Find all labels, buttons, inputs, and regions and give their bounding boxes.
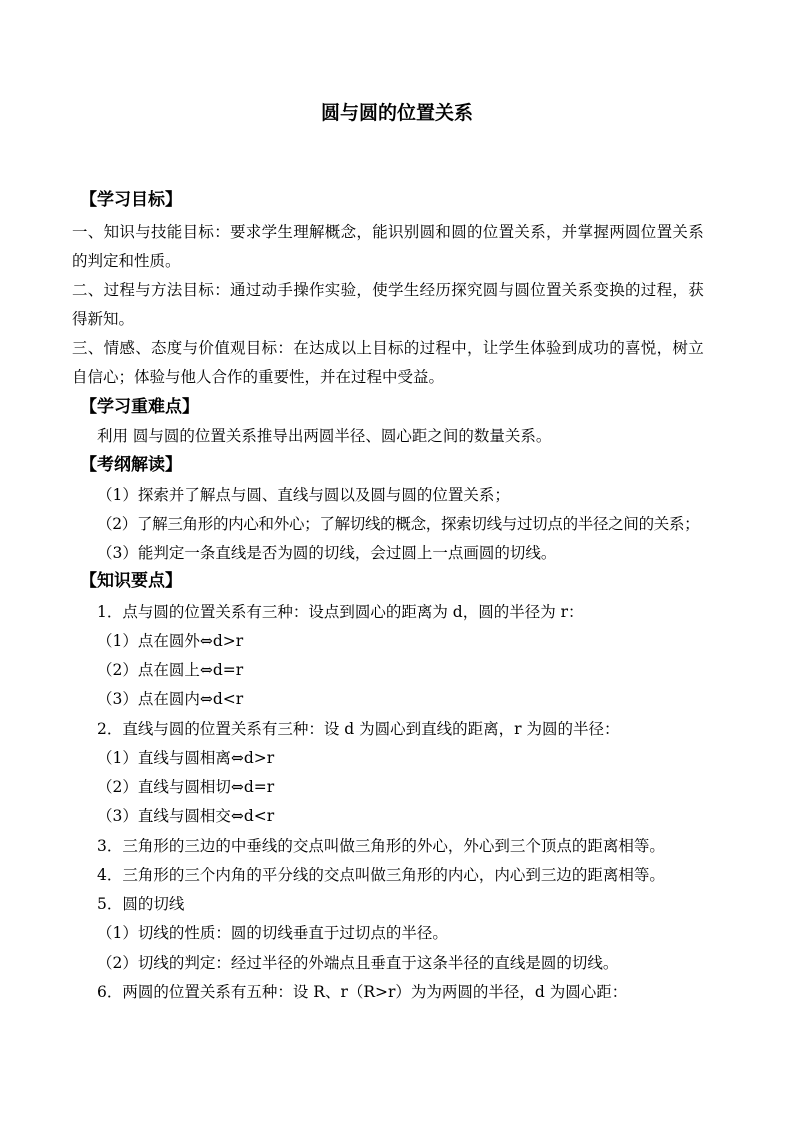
objectives-line-4: 得新知。 bbox=[72, 310, 135, 328]
section-heading-syllabus: 【考纲解读】 bbox=[80, 455, 182, 475]
knowledge-line-14: 6．两圆的位置关系有五种：设 R、r（R>r）为为两圆的半径，d 为圆心距： bbox=[97, 983, 628, 1001]
knowledge-line-10: 4．三角形的三个内角的平分线的交点叫做三角形的内心，内心到三边的距离相等。 bbox=[97, 866, 665, 884]
syllabus-line-3: （3）能判定一条直线是否为圆的切线，会过圆上一点画圆的切线。 bbox=[97, 544, 557, 562]
objectives-line-5: 三、情感、态度与价值观目标：在达成以上目标的过程中，让学生体验到成功的喜悦，树立 bbox=[72, 339, 705, 357]
knowledge-line-12: （1）切线的性质：圆的切线垂直于过切点的半径。 bbox=[97, 924, 448, 942]
knowledge-line-9: 3．三角形的三边的中垂线的交点叫做三角形的外心，外心到三个顶点的距离相等。 bbox=[97, 837, 665, 855]
knowledge-line-6: （1）直线与圆相离⇔d>r bbox=[97, 749, 275, 767]
knowledge-line-1: 1．点与圆的位置关系有三种：设点到圆心的距离为 d，圆的半径为 r： bbox=[97, 603, 584, 621]
objectives-line-2: 的判定和性质。 bbox=[72, 252, 181, 270]
knowledge-line-11: 5．圆的切线 bbox=[97, 895, 185, 913]
syllabus-line-1: （1）探索并了解点与圆、直线与圆以及圆与圆的位置关系； bbox=[97, 486, 510, 504]
section-heading-knowledge: 【知识要点】 bbox=[80, 571, 182, 591]
section-heading-objectives: 【学习目标】 bbox=[80, 190, 182, 210]
knowledge-line-3: （2）点在圆上⇔d=r bbox=[97, 661, 244, 679]
knowledge-line-7: （2）直线与圆相切⇔d=r bbox=[97, 778, 275, 796]
objectives-line-3: 二、过程与方法目标：通过动手操作实验，使学生经历探究圆与圆位置关系变换的过程，获 bbox=[72, 281, 705, 299]
section-heading-key-points: 【学习重难点】 bbox=[80, 397, 199, 417]
syllabus-line-2: （2）了解三角形的内心和外心；了解切线的概念，探索切线与过切点的半径之间的关系； bbox=[97, 515, 700, 533]
objectives-line-1: 一、知识与技能目标：要求学生理解概念，能识别圆和圆的位置关系，并掌握两圆位置关系 bbox=[72, 223, 705, 241]
knowledge-line-4: （3）点在圆内⇔d<r bbox=[97, 690, 244, 708]
knowledge-line-2: （1）点在圆外⇔d>r bbox=[97, 632, 244, 650]
knowledge-line-13: （2）切线的判定：经过半径的外端点且垂直于这条半径的直线是圆的切线。 bbox=[97, 954, 619, 972]
page-title: 圆与圆的位置关系 bbox=[320, 102, 473, 124]
knowledge-line-8: （3）直线与圆相交⇔d<r bbox=[97, 807, 275, 825]
key-points-line-1: 利用 圆与圆的位置关系推导出两圆半径、圆心距之间的数量关系。 bbox=[97, 427, 552, 445]
objectives-line-6: 自信心；体验与他人合作的重要性，并在过程中受益。 bbox=[72, 368, 445, 386]
knowledge-line-5: 2．直线与圆的位置关系有三种：设 d 为圆心到直线的距离，r 为圆的半径： bbox=[97, 720, 620, 738]
